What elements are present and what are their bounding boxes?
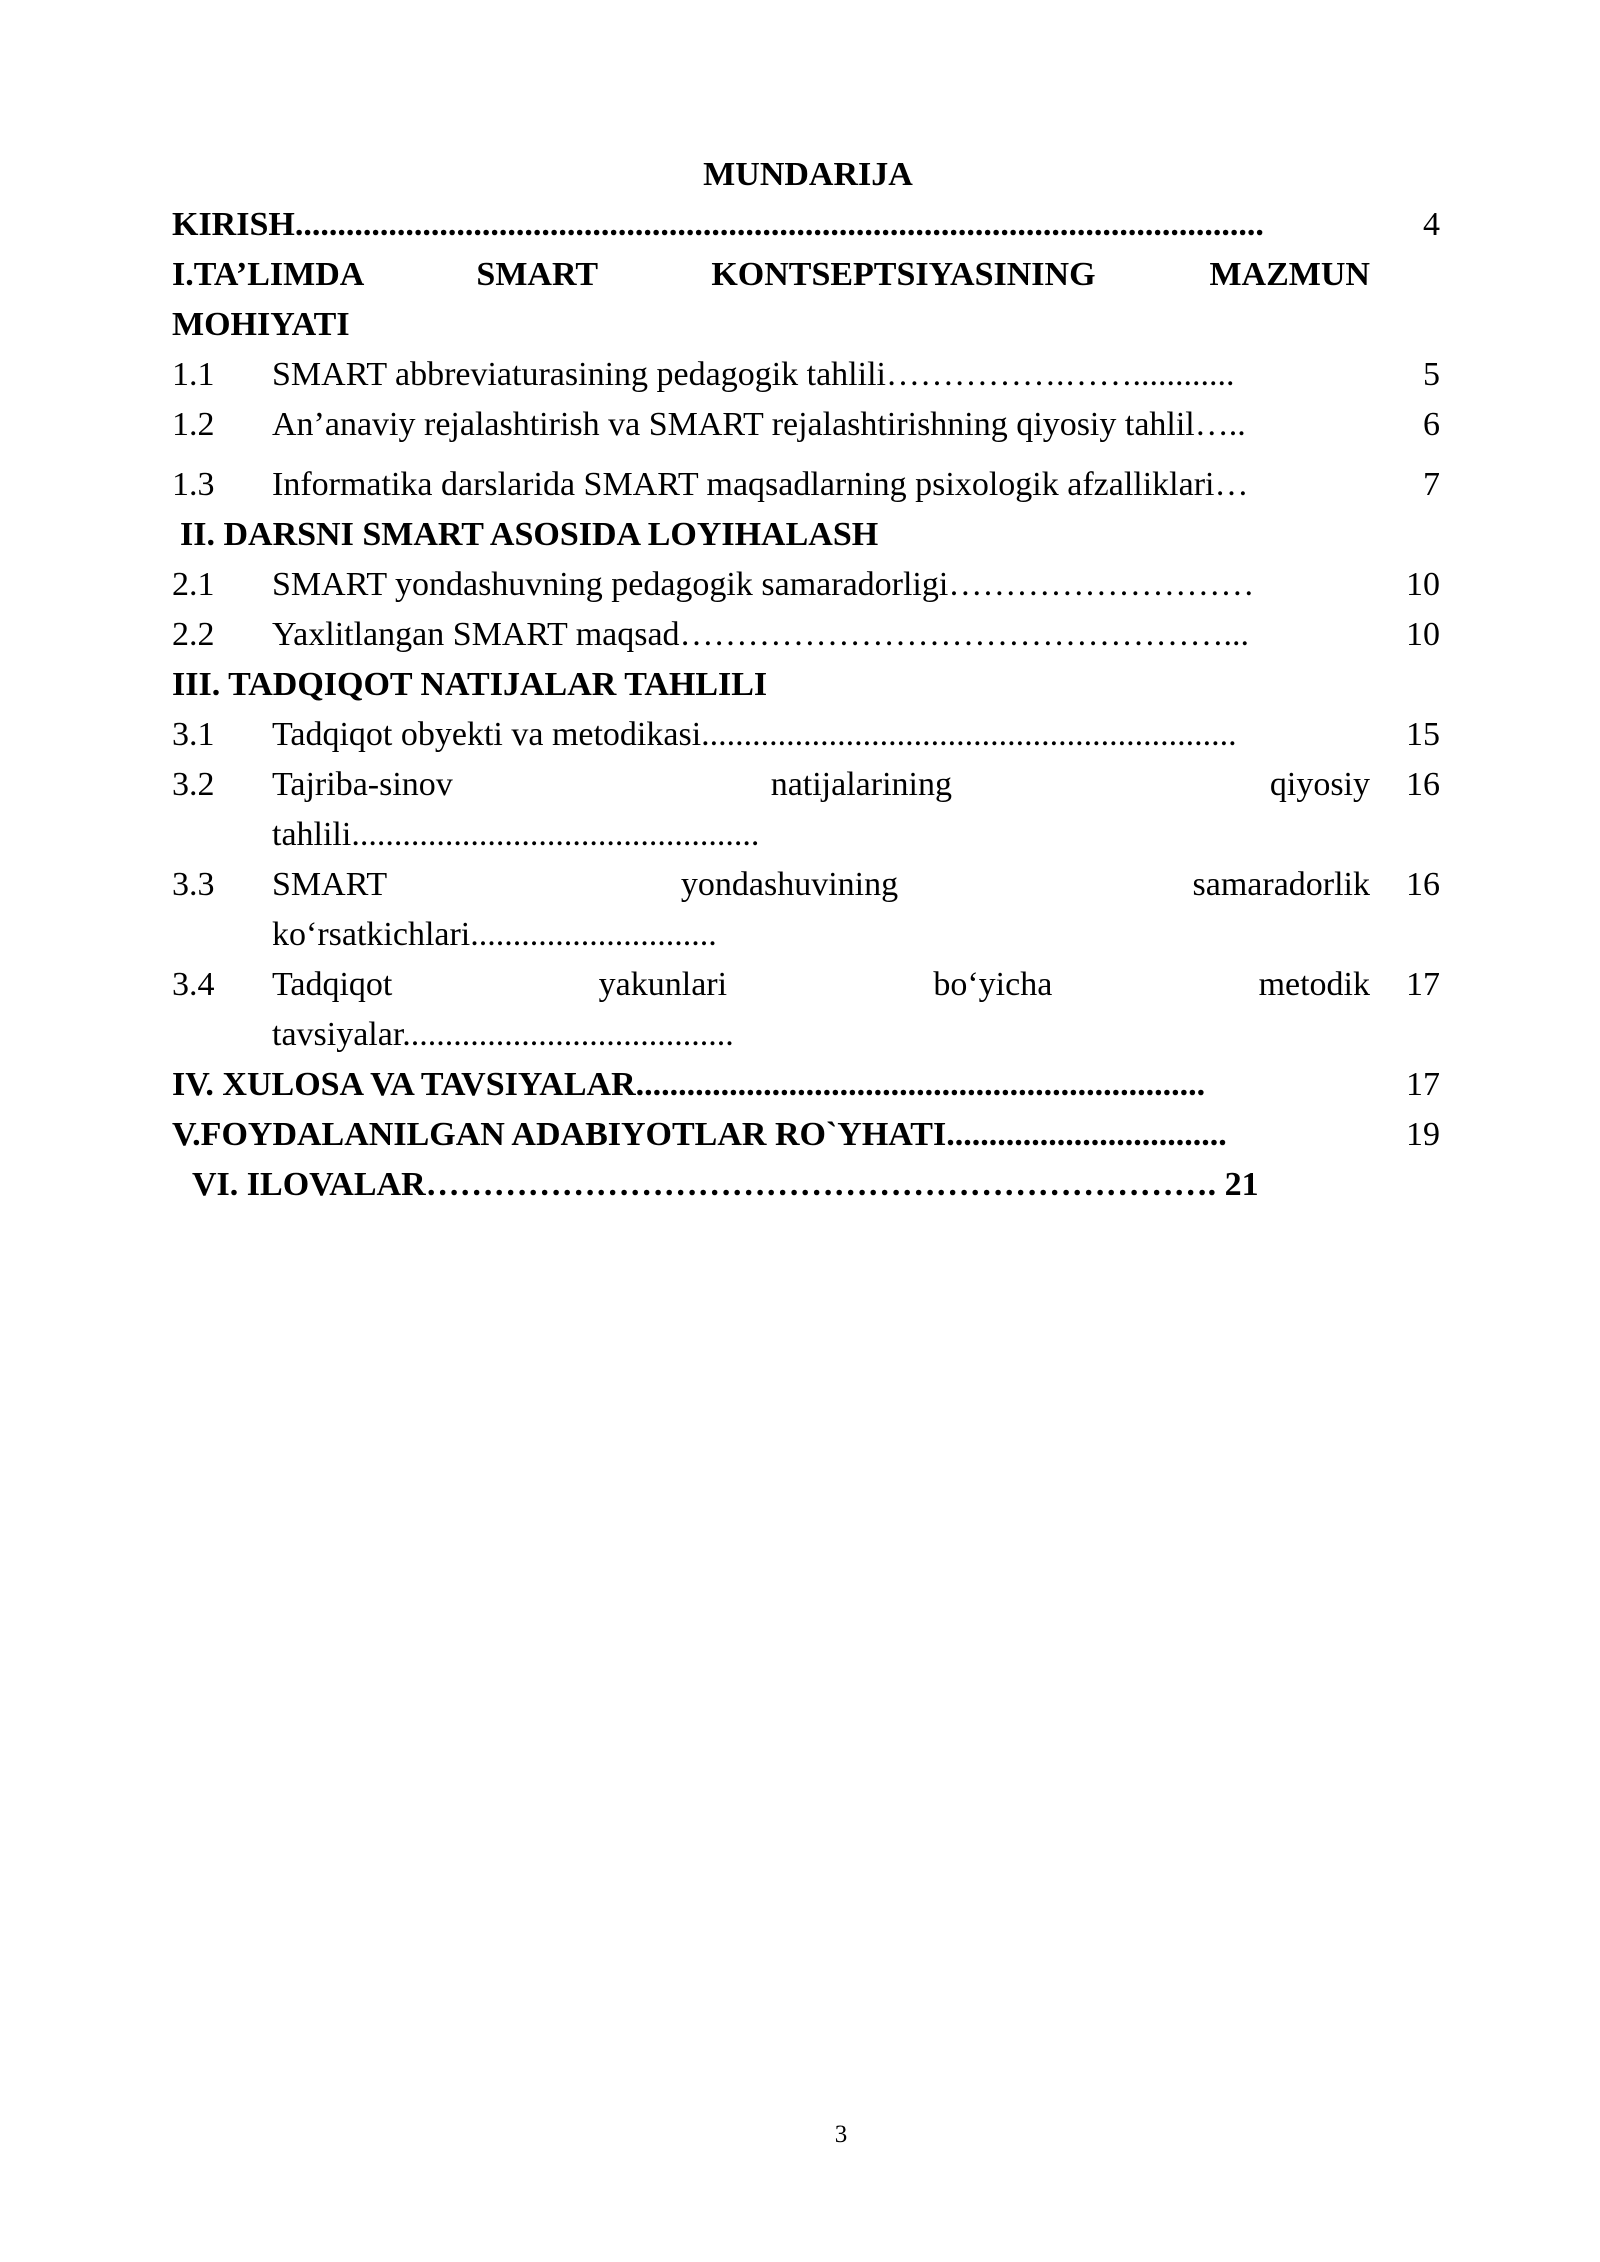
toc-section-number: 1.1 bbox=[172, 356, 215, 393]
toc-entry-1-2 bbox=[172, 400, 1440, 450]
toc-entry-text: KIRISH.................................................................................................................. bbox=[172, 206, 1264, 243]
toc-entry-2-1 bbox=[172, 560, 1440, 610]
toc-entry-3-3 bbox=[172, 860, 1440, 910]
toc-chapter-3-text: III. TADQIQOT NATIJALAR TAHLILI bbox=[172, 666, 768, 703]
toc-page-number: 4 bbox=[1423, 206, 1440, 243]
toc-chapter-5-text: V.FOYDALANILGAN ADABIYOTLAR RO`YHATI................................. bbox=[172, 1116, 1227, 1153]
toc-chapter-5 bbox=[172, 1110, 1440, 1160]
toc-page-number: 15 bbox=[1406, 716, 1440, 753]
toc-section-number: 3.3 bbox=[172, 866, 215, 903]
toc-page-number: 17 bbox=[1406, 1066, 1440, 1103]
toc-chapter-1-line1: I.TA’LIMDA SMART KONTSEPTSIYASINING MAZMUN bbox=[172, 256, 1370, 293]
toc-entry-text: Tadqiqot yakunlari bo‘yicha metodik bbox=[272, 966, 1370, 1003]
toc-entry-3-4 bbox=[172, 960, 1440, 1010]
toc-chapter-4 bbox=[172, 1060, 1440, 1110]
toc-entry-text: SMART abbreviaturasining pedagogik tahlili…………….……............ bbox=[272, 356, 1235, 393]
toc-page-number: 10 bbox=[1406, 616, 1440, 653]
toc-page-number: 6 bbox=[1423, 406, 1440, 443]
toc-section-number: 1.3 bbox=[172, 466, 215, 503]
toc-page-number: 19 bbox=[1406, 1116, 1440, 1153]
toc-page-number: 10 bbox=[1406, 566, 1440, 603]
toc-chapter-1 bbox=[172, 250, 1440, 300]
toc-entry-1-3 bbox=[172, 460, 1440, 510]
toc-entry-3-3-cont: ko‘rsatkichlari............................. bbox=[272, 916, 717, 953]
toc-section-number: 3.2 bbox=[172, 766, 215, 803]
toc-page-number: 16 bbox=[1406, 866, 1440, 903]
toc-chapter-4-text: IV. XULOSA VA TAVSIYALAR................................................................... bbox=[172, 1066, 1206, 1103]
toc-chapter-2-text: II. DARSNI SMART ASOSIDA LOYIHALASH bbox=[180, 516, 879, 553]
toc-page-number: 7 bbox=[1423, 466, 1440, 503]
toc-entry-3-2 bbox=[172, 760, 1440, 810]
toc-entry-3-4-cont: tavsiyalar....................................... bbox=[272, 1016, 734, 1053]
toc-entry-text: Tadqiqot obyekti va metodikasi............................................................... bbox=[272, 716, 1237, 753]
toc-section-number: 2.2 bbox=[172, 616, 215, 653]
toc-section-number: 2.1 bbox=[172, 566, 215, 603]
toc-section-number: 1.2 bbox=[172, 406, 215, 443]
toc-chapter-6-text: VI. ILOVALAR……………………………………………………………. 21 bbox=[192, 1166, 1259, 1203]
toc-chapter-1-cont bbox=[172, 300, 1440, 350]
toc-entry-text: Yaxlitlangan SMART maqsad…………………………………………... bbox=[272, 616, 1250, 653]
toc-page-number: 16 bbox=[1406, 766, 1440, 803]
toc-chapter-1-line2: MOHIYATI bbox=[172, 306, 350, 343]
toc-entry-text: An’anaviy rejalashtirish va SMART rejalashtirishning qiyosiy tahlil….. bbox=[272, 406, 1246, 443]
toc-chapter-2 bbox=[180, 510, 1448, 560]
toc-entry-2-2 bbox=[172, 610, 1440, 660]
toc-entry-3-1 bbox=[172, 710, 1440, 760]
toc-page-number: 5 bbox=[1423, 356, 1440, 393]
toc-chapter-3 bbox=[172, 660, 1440, 710]
toc-section-number: 3.4 bbox=[172, 966, 215, 1003]
toc-section-number: 3.1 bbox=[172, 716, 215, 753]
toc-title: MUNDARIJA bbox=[703, 156, 913, 193]
toc-entry-text: SMART yondashuvning pedagogik samaradorligi……………………… bbox=[272, 566, 1255, 603]
toc-entry-text: Informatika darslarida SMART maqsadlarning psixologik afzalliklari… bbox=[272, 466, 1249, 503]
toc-entry-1-1 bbox=[172, 350, 1440, 400]
toc-chapter-6 bbox=[192, 1160, 1420, 1210]
page-number: 3 bbox=[834, 2121, 848, 2148]
toc-entry-kirish bbox=[172, 200, 1440, 250]
toc-entry-text: Tajriba-sinov natijalarining qiyosiy bbox=[272, 766, 1370, 803]
toc-entry-3-2-cont: tahlili................................................ bbox=[272, 816, 760, 853]
toc-entry-text: SMART yondashuvining samaradorlik bbox=[272, 866, 1370, 903]
toc-page-number: 17 bbox=[1406, 966, 1440, 1003]
